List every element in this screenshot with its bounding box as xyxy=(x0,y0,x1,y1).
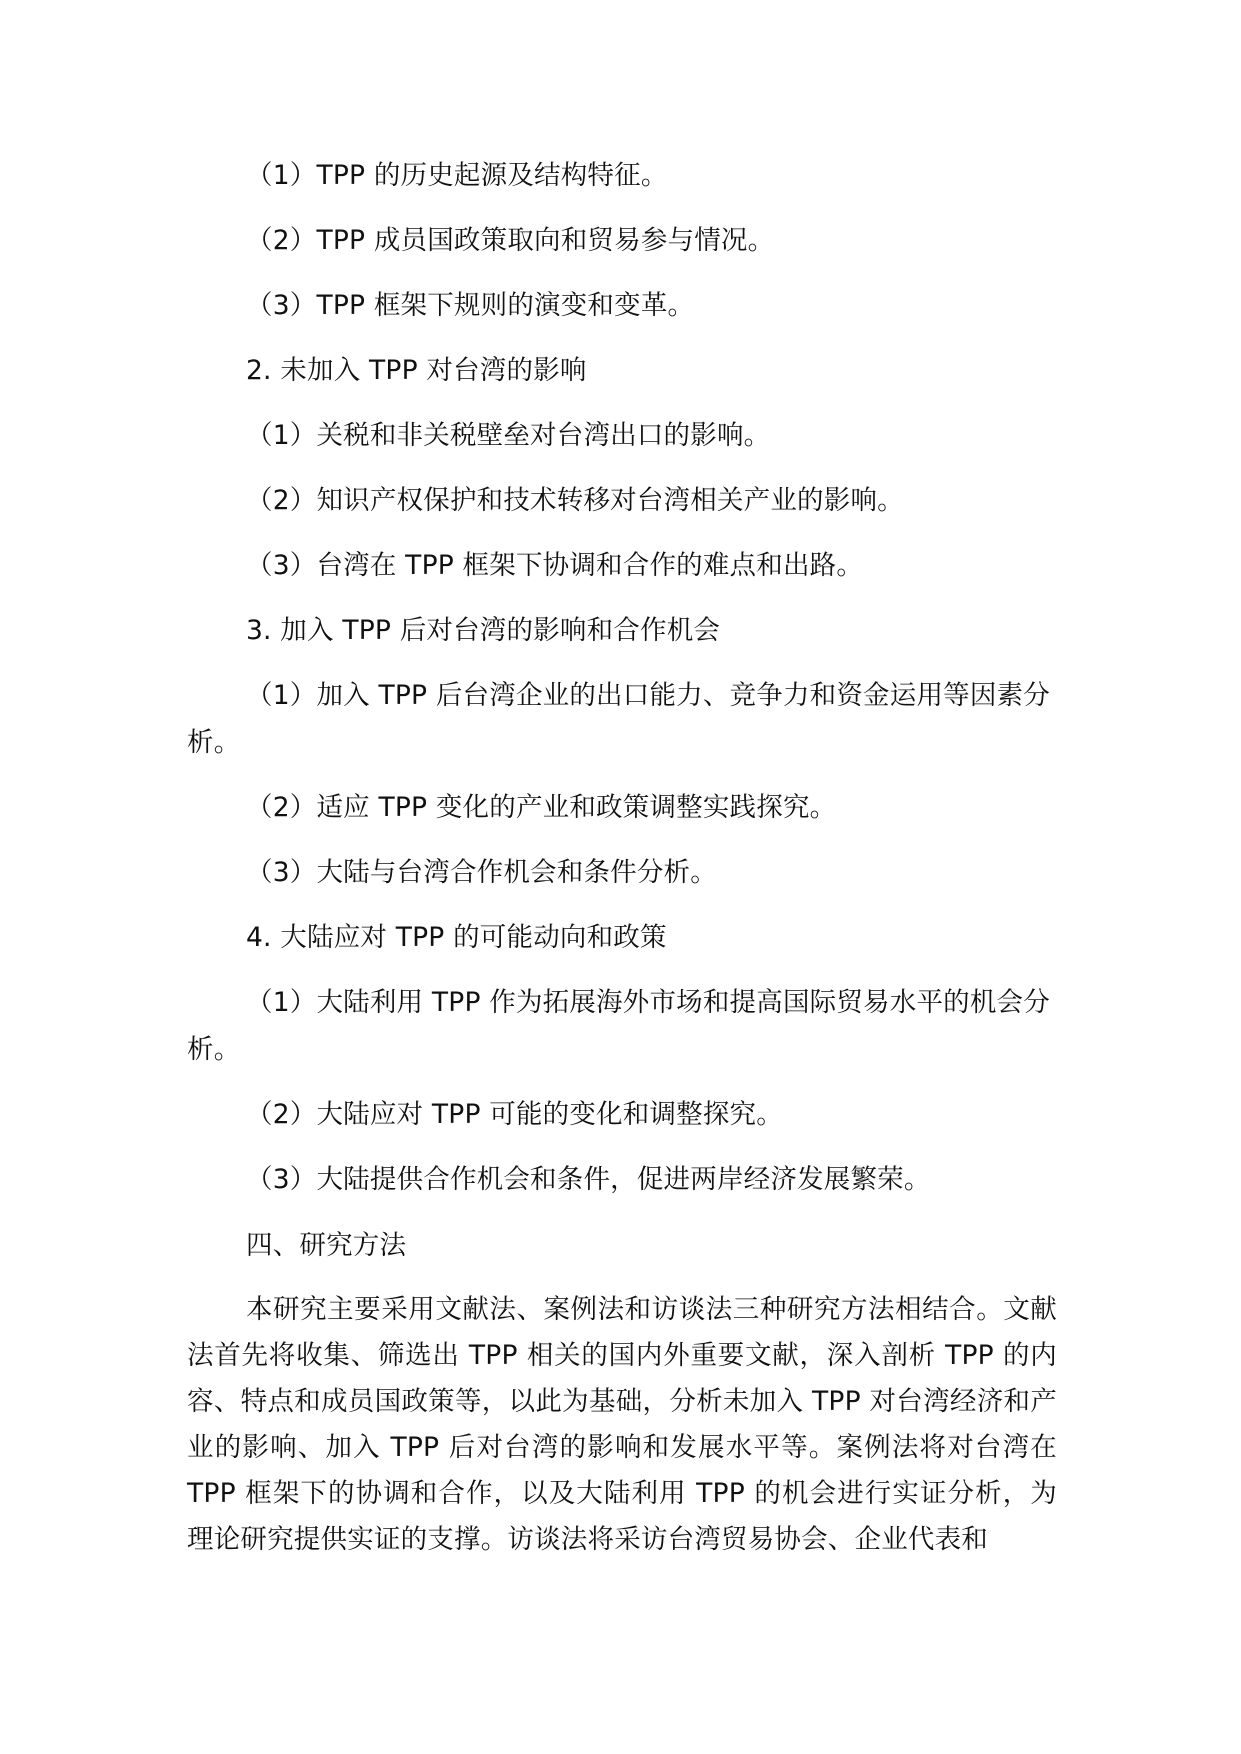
item-4-3: （3）大陆提供合作机会和条件，促进两岸经济发展繁荣。 xyxy=(246,1164,931,1195)
item-1-1: （1）TPP 的历史起源及结构特征。 xyxy=(246,160,668,191)
item-1-3: （3）TPP 框架下规则的演变和变革。 xyxy=(246,290,695,321)
section-heading-3: 3. 加入 TPP 后对台湾的影响和合作机会 xyxy=(246,615,721,646)
item-4-1: （1）大陆利用 TPP 作为拓展海外市场和提高国际贸易水平的机会分析。 xyxy=(187,987,1050,1065)
item-1-2: （2）TPP 成员国政策取向和贸易参与情况。 xyxy=(246,225,775,256)
item-4-2: （2）大陆应对 TPP 可能的变化和调整探究。 xyxy=(246,1099,783,1130)
item-2-1: （1）关税和非关税壁垒对台湾出口的影响。 xyxy=(246,420,771,451)
section-heading-4: 4. 大陆应对 TPP 的可能动向和政策 xyxy=(246,922,667,953)
section-heading-methods: 四、研究方法 xyxy=(246,1230,407,1261)
methods-paragraph: 本研究主要采用文献法、案例法和访谈法三种研究方法相结合。文献法首先将收集、筛选出 TPP 相关的国内外重要文献，深入剖析 TPP 的内容、特点和成员国政策等，以此为基础，分析未加入 TPP 对台湾经济和产业的影响、加入 TPP 后对台湾的影响和发展水平等。案例法将对台湾在 TPP 框架下的协调和合作，以及大陆利用 TPP 的机会进行实证分析，为理论研究提供实证的支撑。访谈法将采访台湾贸易协会、企业代表和 xyxy=(187,1294,1057,1555)
document-body xyxy=(187,152,1057,1563)
item-3-3: （3）大陆与台湾合作机会和条件分析。 xyxy=(246,857,717,888)
item-3-2: （2）适应 TPP 变化的产业和政策调整实践探究。 xyxy=(246,792,837,823)
item-2-2: （2）知识产权保护和技术转移对台湾相关产业的影响。 xyxy=(246,485,904,516)
item-2-3: （3）台湾在 TPP 框架下协调和合作的难点和出路。 xyxy=(246,550,864,581)
item-3-1: （1）加入 TPP 后台湾企业的出口能力、竞争力和资金运用等因素分析。 xyxy=(187,680,1050,758)
section-heading-2: 2. 未加入 TPP 对台湾的影响 xyxy=(246,355,587,386)
